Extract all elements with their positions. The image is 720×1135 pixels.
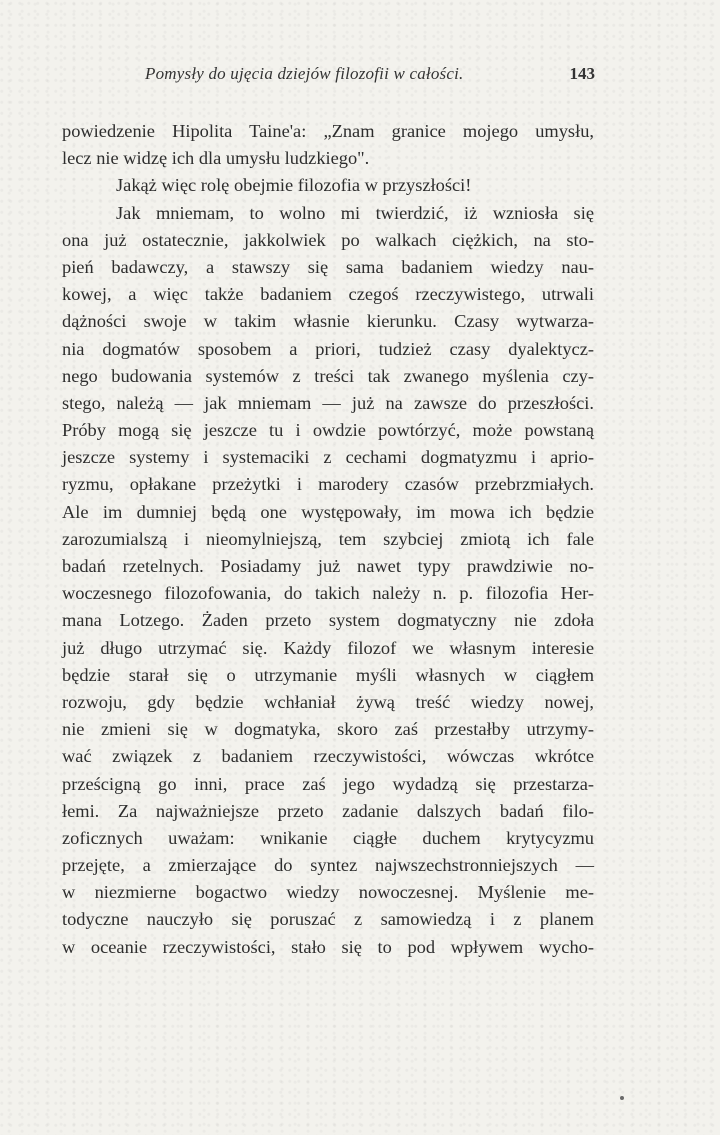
text-line: dążności swoje w takim własnie kierunku. Czasy wytwarza-: [62, 311, 594, 332]
body-text: [62, 118, 594, 961]
text-line: ona już ostatecznie, jakkolwiek po walkach ciężkich, na sto-: [62, 229, 594, 250]
text-line: nia dogmatów sposobem a priori, tudzież czasy dyalektycz-: [62, 338, 594, 359]
text-line: pień badawczy, a stawszy się sama badaniem wiedzy nau-: [62, 256, 594, 277]
ink-speck: [620, 1096, 624, 1100]
text-line: nie zmieni się w dogmatyka, skoro zaś przestałby utrzymy-: [62, 719, 594, 740]
text-line: lecz nie widzę ich dla umysłu ludzkiego".: [62, 148, 370, 169]
text-line: woczesnego filozofowania, do takich należy n. p. filozofia Her-: [62, 583, 594, 604]
text-line: badań rzetelnych. Posiadamy już nawet typy prawdziwie no-: [62, 556, 594, 576]
text-line: kowej, a więc także badaniem czegoś rzeczywistego, utrwali: [62, 284, 594, 305]
text-line: Próby mogą się jeszcze tu i owdzie powtórzyć, może powstaną: [62, 420, 594, 441]
text-line: rozwoju, gdy będzie wchłaniał żywą treść wiedzy nowej,: [62, 691, 594, 712]
text-line: Jak mniemam, to wolno mi twierdzić, iż wzniosła się: [116, 202, 594, 223]
text-line: już długo utrzymać się. Każdy filozof we własnym interesie: [62, 637, 594, 658]
running-header: [145, 64, 595, 88]
text-line: w niezmierne bogactwo wiedzy nowoczesnej. Myślenie me-: [62, 882, 594, 903]
text-line: zoficznych uważam: wnikanie ciągłe duchem krytycyzmu: [62, 827, 594, 848]
text-line: todyczne nauczyło się poruszać z samowiedzą i z planem: [62, 909, 594, 930]
page-number: 143: [569, 64, 595, 83]
text-line: mana Lotzego. Żaden przeto system dogmatyczny nie zdoła: [62, 610, 594, 631]
text-line: nego budowania systemów z treści tak zwanego myślenia czy-: [62, 365, 594, 386]
text-line: przejęte, a zmierzające do syntez najwszechstronniejszych —: [62, 855, 594, 876]
text-line: Ale im dumniej będą one występowały, im mowa ich będzie: [62, 501, 594, 522]
text-line: jeszcze systemy i systemaciki z cechami dogmatyzmu i aprio-: [62, 447, 594, 468]
text-line: powiedzenie Hipolita Taine'a: „Znam granice mojego umysłu,: [62, 121, 594, 141]
text-line: zarozumialszą i nieomylniejszą, tem szybciej zmiotą ich fale: [62, 528, 594, 549]
text-line: stego, należą — jak mniemam — już na zawsze do przeszłości.: [62, 392, 594, 413]
text-line: w oceanie rzeczywistości, stało się to pod wpływem wycho-: [62, 936, 594, 957]
text-line: prześcigną go inni, prace zaś jego wydadzą się przestarza-: [62, 773, 594, 794]
text-line: łemi. Za najważniejsze przeto zadanie dalszych badań filo-: [62, 800, 594, 821]
text-line: będzie starał się o utrzymanie myśli własnych w ciągłem: [62, 664, 594, 685]
text-line: ryzmu, opłakane przeżytki i marodery czasów przebrzmiałych.: [62, 474, 594, 495]
text-line: Jakąż więc rolę obejmie filozofia w przyszłości!: [116, 175, 472, 196]
running-title: Pomysły do ujęcia dziejów filozofii w całości.: [145, 64, 464, 83]
text-line: wać związek z badaniem rzeczywistości, wówczas wkrótce: [62, 746, 594, 767]
